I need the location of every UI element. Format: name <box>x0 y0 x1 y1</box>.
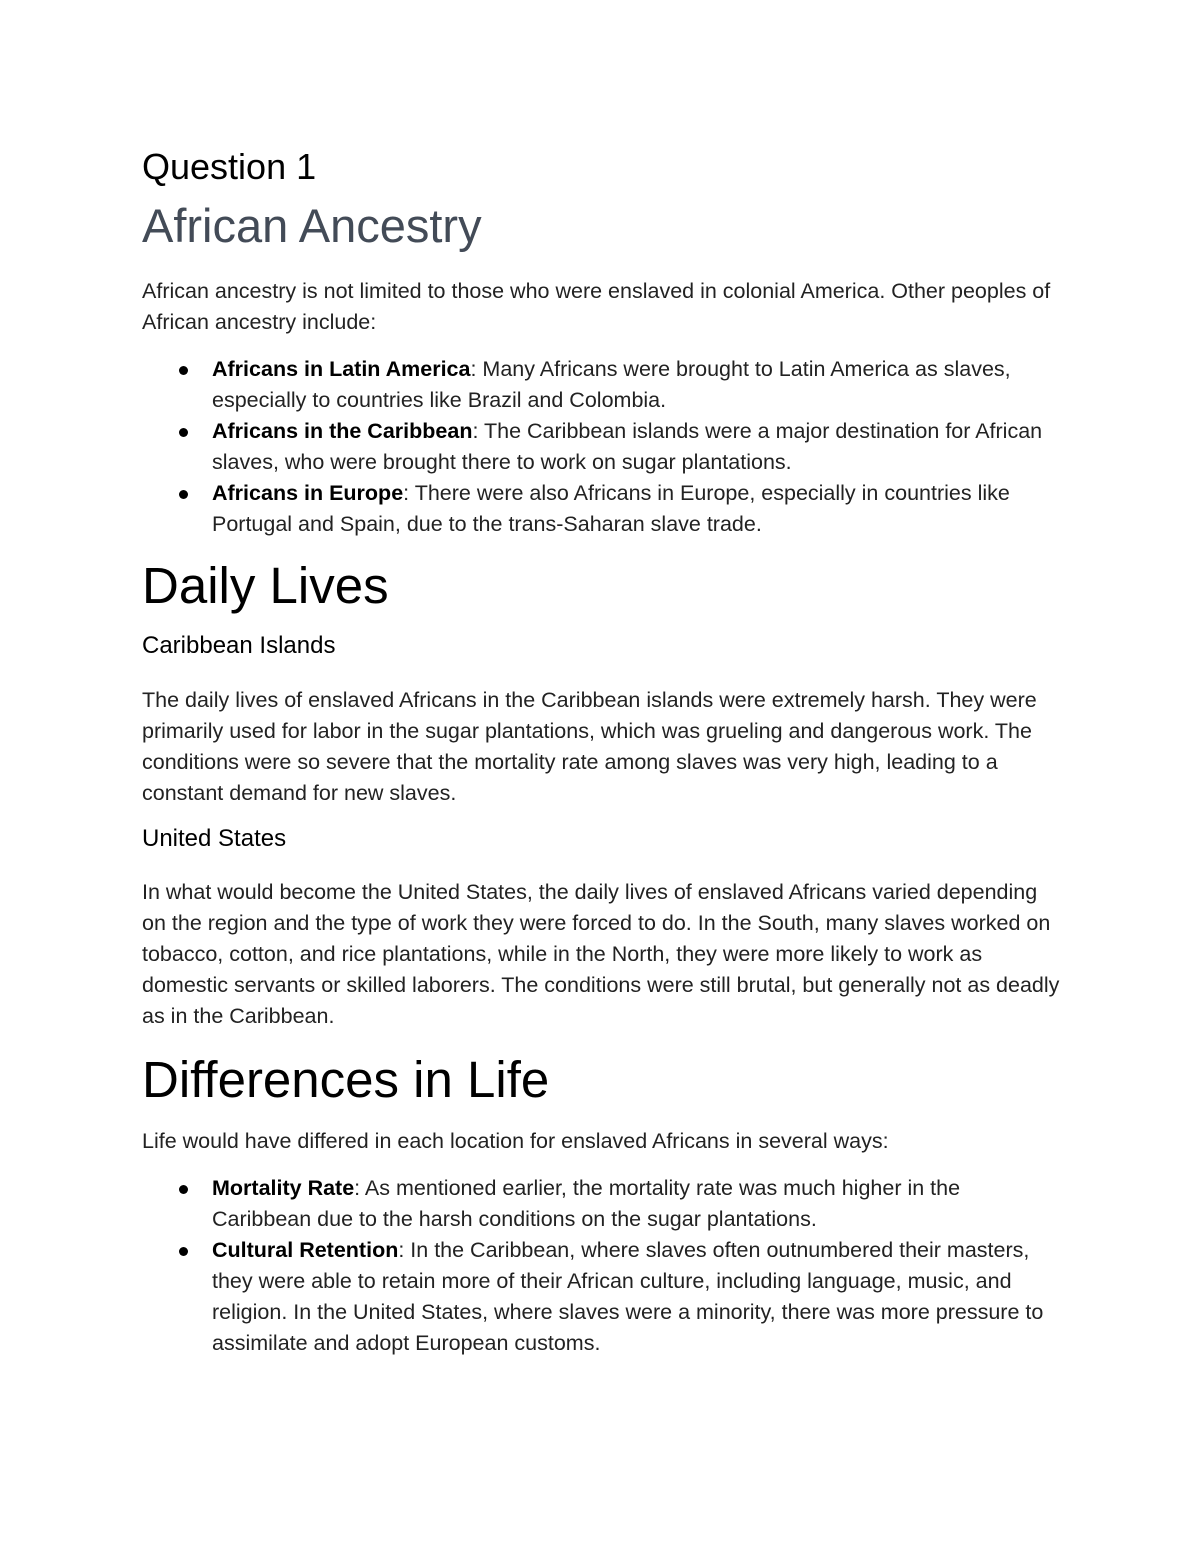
ancestry-intro-paragraph: African ancestry is not limited to those who were enslaved in colonial America. Other peoples of African ancestry include: <box>142 279 1051 334</box>
bullet-text: : There were also Africans in Europe, especially in countries like Portugal and Spain, due to the trans-Saharan slave trade. <box>212 481 1010 536</box>
differences-bullet-list <box>142 1173 1060 1359</box>
section-heading-daily-lives: Daily Lives <box>142 557 389 614</box>
subheading-caribbean-islands: Caribbean Islands <box>142 632 336 659</box>
bullet-term: Africans in the Caribbean <box>212 419 473 443</box>
subheading-united-states: United States <box>142 825 287 852</box>
bullet-icon <box>179 428 188 437</box>
bullet-icon <box>179 366 188 375</box>
bullet-term: Mortality Rate <box>212 1176 355 1200</box>
bullet-icon <box>179 490 188 499</box>
caribbean-paragraph: The daily lives of enslaved Africans in the Caribbean islands were extremely harsh. They were primarily used for labor in the sugar plantations, which was grueling and dangerous work. The conditions were so severe that the mortality rate among slaves was very high, leading to a constant demand for new slaves. <box>142 688 1037 805</box>
differences-intro-paragraph: Life would have differed in each location for enslaved Africans in several ways: <box>142 1129 889 1153</box>
section-heading-african-ancestry: African Ancestry <box>142 199 482 252</box>
list-item <box>212 1173 1060 1235</box>
bullet-term: Africans in Europe <box>212 481 404 505</box>
list-item <box>212 478 1060 540</box>
bullet-text: : In the Caribbean, where slaves often outnumbered their masters, they were able to retain more of their African culture, including language, music, and religion. In the United States, where slaves were a minority, there was more pressure to assimilate and adopt European customs. <box>212 1238 1044 1355</box>
list-item <box>212 354 1060 416</box>
ancestry-bullet-list <box>142 354 1060 540</box>
bullet-icon <box>179 1247 188 1256</box>
bullet-term: Cultural Retention <box>212 1238 399 1262</box>
united-states-paragraph: In what would become the United States, the daily lives of enslaved Africans varied depending on the region and the type of work they were forced to do. In the South, many slaves worked on tobacco, cotton, and rice plantations, while in the North, they were more likely to work as domestic servants or skilled laborers. The conditions were still brutal, but generally not as deadly as in the Caribbean. <box>142 880 1060 1028</box>
list-item <box>212 1235 1060 1359</box>
bullet-text: : As mentioned earlier, the mortality rate was much higher in the Caribbean due to the harsh conditions on the sugar plantations. <box>212 1176 961 1231</box>
list-item <box>212 416 1060 478</box>
bullet-icon <box>179 1185 188 1194</box>
bullet-term: Africans in Latin America <box>212 357 471 381</box>
section-heading-differences-in-life: Differences in Life <box>142 1051 550 1108</box>
document-title: Question 1 <box>142 146 317 187</box>
bullet-text: : The Caribbean islands were a major destination for African slaves, who were brought there to work on sugar plantations. <box>212 419 1043 474</box>
bullet-text: : Many Africans were brought to Latin America as slaves, especially to countries like Brazil and Colombia. <box>212 357 1011 412</box>
